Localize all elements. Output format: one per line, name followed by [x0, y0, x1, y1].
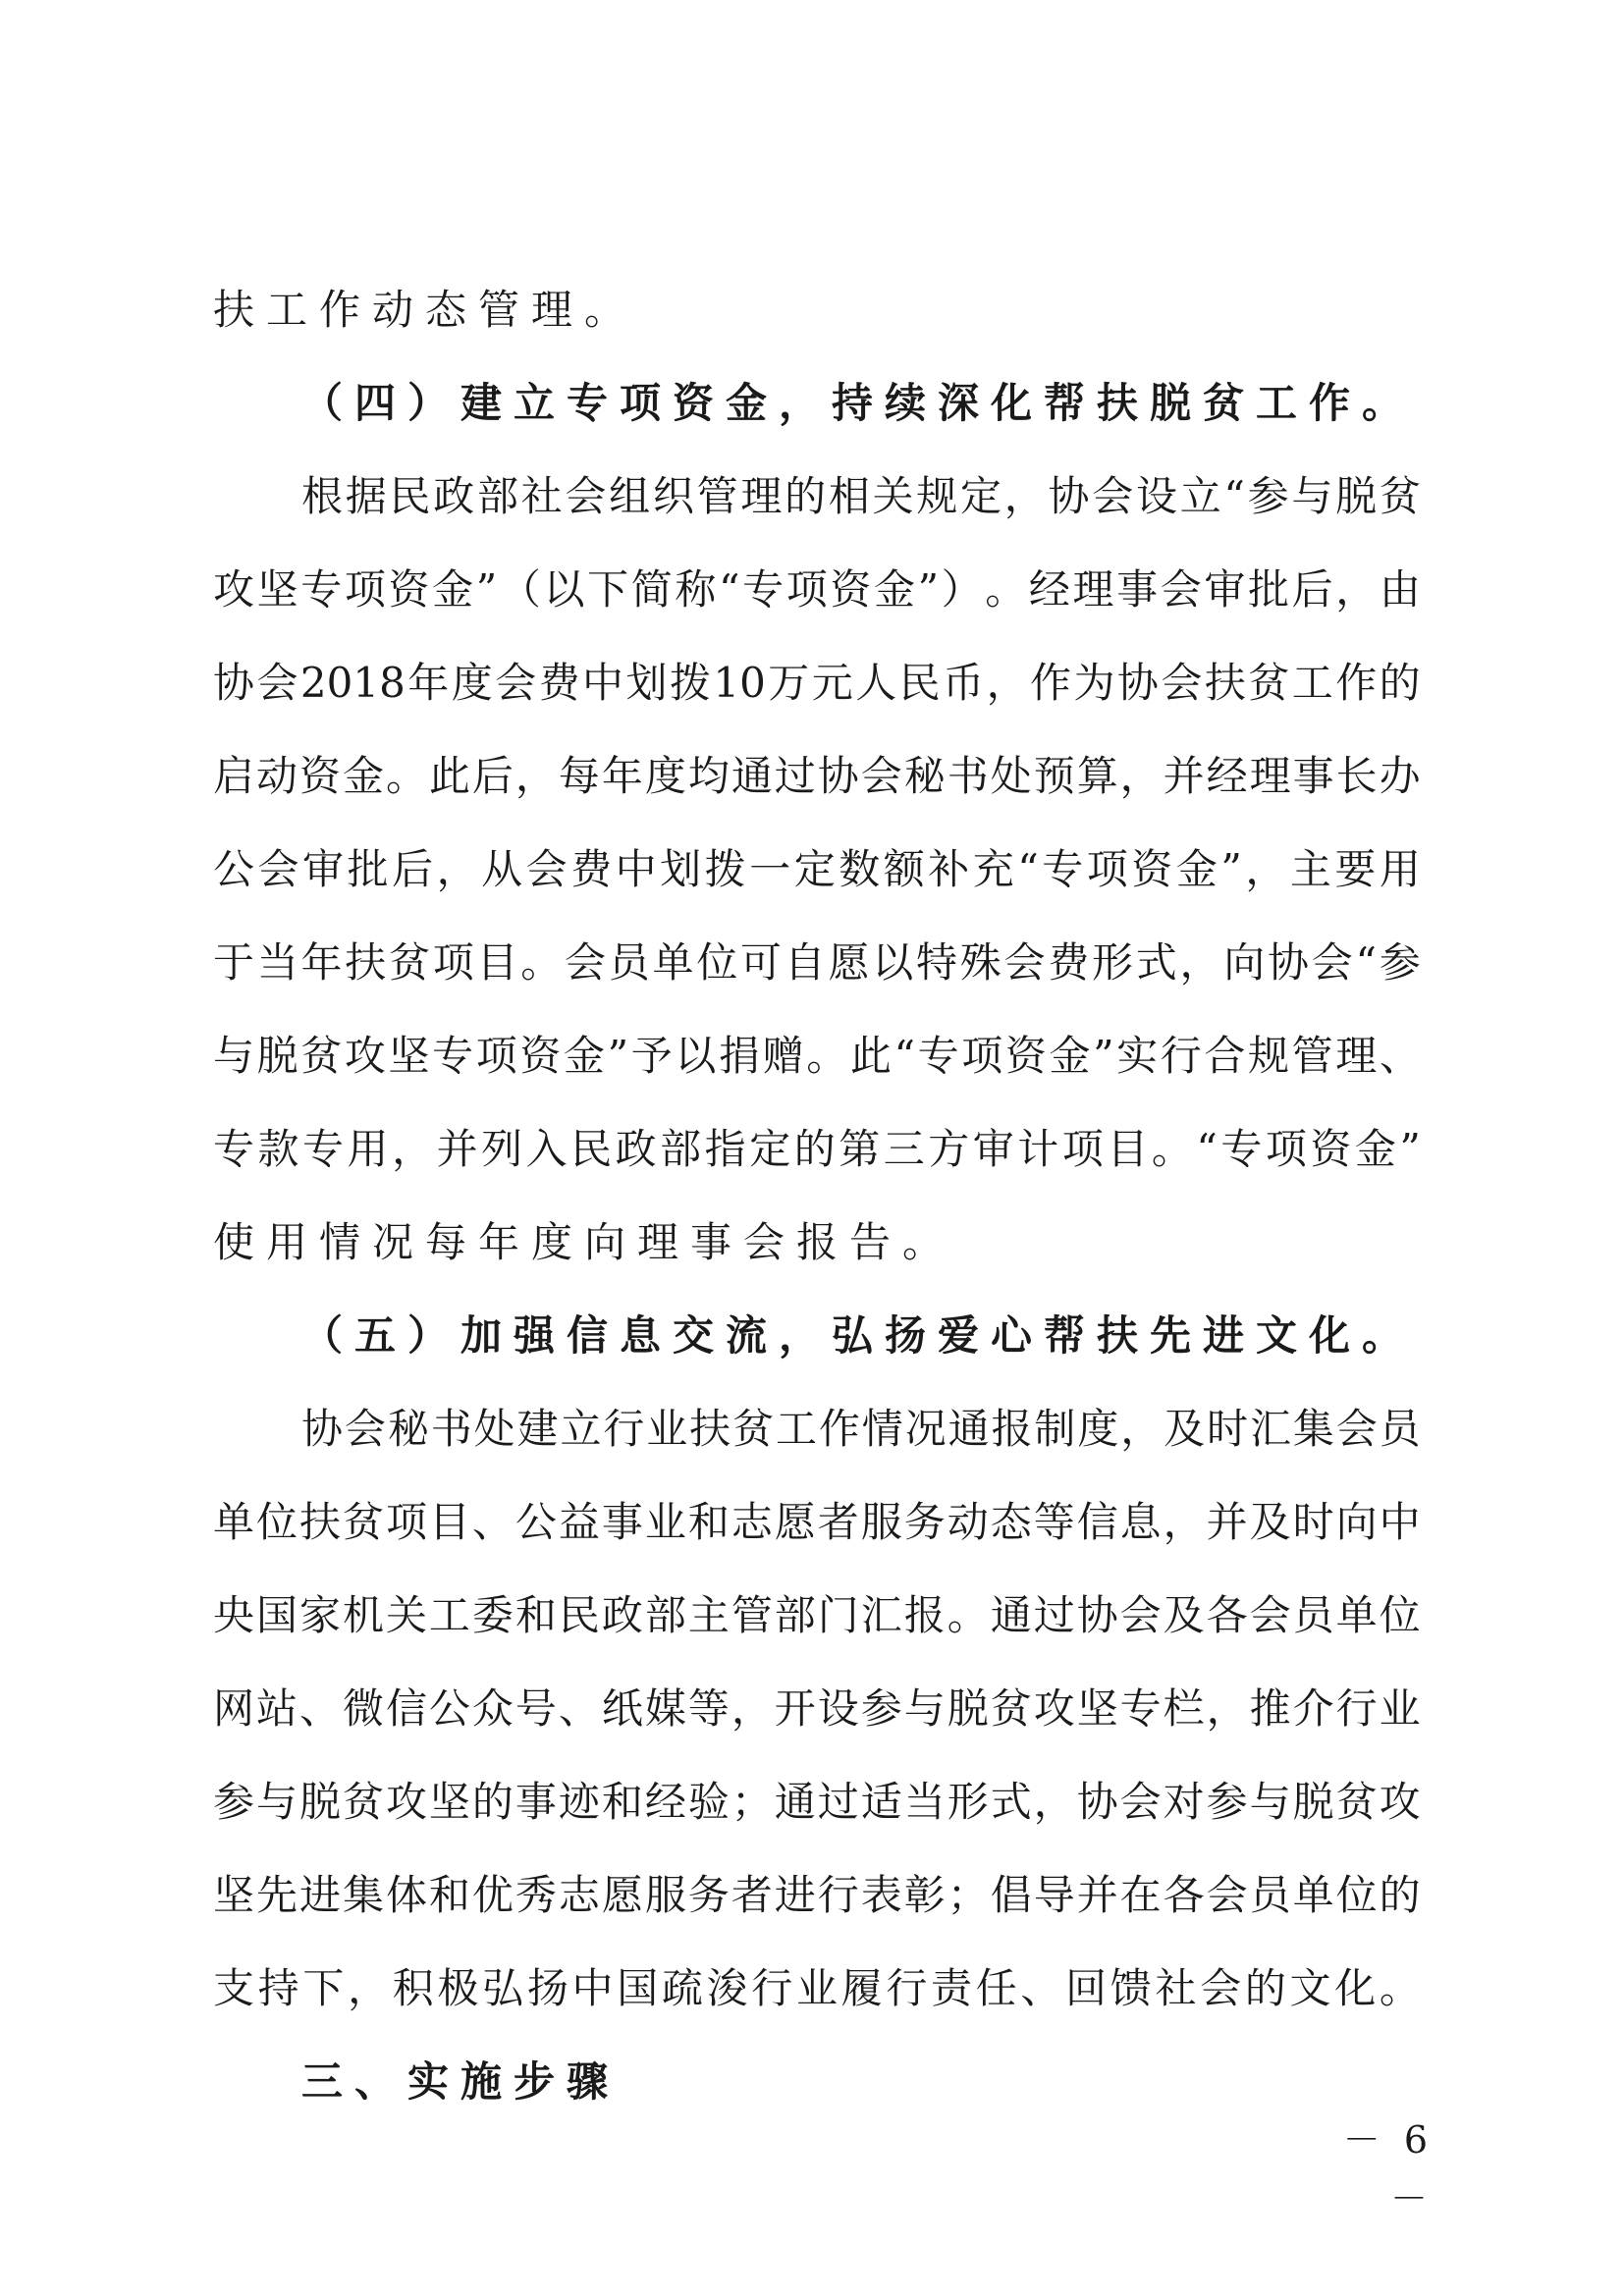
- page-number: － 6 －: [1342, 2118, 1434, 2220]
- section-heading-three: 三、实施步骤: [301, 2057, 621, 2106]
- paragraph-line: 参 与 脱 贫 攻 坚 的 事 迹 和 经 验 ； 通 过 适 当 形 式 ， 协 会 对 参 与 脱 贫 攻: [213, 1778, 1421, 1826]
- paragraph-line: 根 据 民 政 部 社 会 组 织 管 理 的 相 关 规 定 ， 协 会 设 立 “ 参 与 脱 贫: [301, 472, 1421, 520]
- paragraph-line: 网 站 、 微 信 公 众 号 、 纸 媒 等 ， 开 设 参 与 脱 贫 攻 坚 专 栏 ， 推 介 行 业: [213, 1684, 1421, 1733]
- paragraph-line: 协 会 2018 年 度 会 费 中 划 拨 10 万 元 人 民 币 ， 作 为 协 会 扶 贫 工 作 的: [213, 659, 1421, 707]
- subheading-five: （五）加强信息交流，弘扬爱心帮扶先进文化。: [301, 1311, 1416, 1360]
- paragraph-line: 央 国 家 机 关 工 委 和 民 政 部 主 管 部 门 汇 报 。 通 过 协 会 及 各 会 员 单 位: [213, 1591, 1421, 1639]
- paragraph-line: 专 款 专 用 ， 并 列 入 民 政 部 指 定 的 第 三 方 审 计 项 目 。 “ 专 项 资 金 ”: [213, 1125, 1421, 1173]
- paragraph-line: 与 脱 贫 攻 坚 专 项 资 金 ” 予 以 捐 赠 。 此 “ 专 项 资 金 ” 实 行 合 规 管 理 、: [213, 1032, 1421, 1080]
- paragraph-line: 公 会 审 批 后 ， 从 会 费 中 划 拨 一 定 数 额 补 充 “ 专 项 资 金 ” ， 主 要 用: [213, 845, 1421, 893]
- paragraph-line: 坚 先 进 集 体 和 优 秀 志 愿 服 务 者 进 行 表 彰 ； 倡 导 并 在 各 会 员 单 位 的: [213, 1871, 1421, 1919]
- paragraph-line: 于 当 年 扶 贫 项 目 。 会 员 单 位 可 自 愿 以 特 殊 会 费 形 式 ， 向 协 会 “ 参: [213, 938, 1421, 987]
- paragraph-line: 使用情况每年度向理事会报告。: [213, 1218, 956, 1266]
- subheading-four: （四）建立专项资金，持续深化帮扶脱贫工作。: [301, 379, 1416, 427]
- body-text: [213, 263, 1421, 2128]
- paragraph-line: 支 持 下 ， 积 极 弘 扬 中 国 疏 浚 行 业 履 行 责 任 、 回 馈 社 会 的 文 化 。: [213, 1964, 1421, 2012]
- paragraph-line: 单 位 扶 贫 项 目 、 公 益 事 业 和 志 愿 者 服 务 动 态 等 信 息 ， 并 及 时 向 中: [213, 1498, 1421, 1546]
- paragraph-line: 协 会 秘 书 处 建 立 行 业 扶 贫 工 作 情 况 通 报 制 度 ， 及 时 汇 集 会 员: [301, 1405, 1421, 1453]
- paragraph-line: 攻 坚 专 项 资 金 ” （ 以 下 简 称 “ 专 项 资 金 ” ） 。 经 理 事 会 审 批 后 ， 由: [213, 565, 1421, 614]
- paragraph-line: 启 动 资 金 。 此 后 ， 每 年 度 均 通 过 协 会 秘 书 处 预 算 ， 并 经 理 事 长 办: [213, 752, 1421, 800]
- paragraph-line: 扶工作动态管理。: [213, 286, 638, 334]
